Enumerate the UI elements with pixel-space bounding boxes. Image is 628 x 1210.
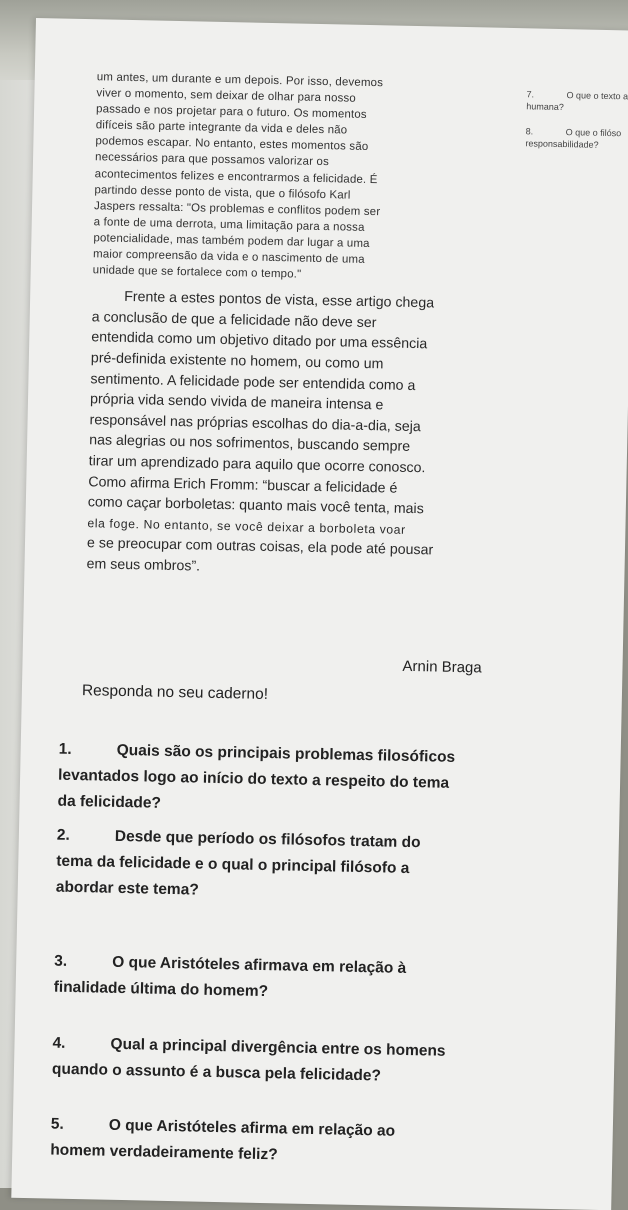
- question-text: homem verdadeiramente feliz?: [50, 1141, 278, 1164]
- question-text: finalidade última do homem?: [53, 978, 269, 1001]
- intro-line: um antes, um durante e um depois. Por isso, devemos: [96, 71, 384, 90]
- side-text: responsabilidade?: [525, 138, 599, 150]
- question-number: 1.: [58, 740, 72, 758]
- question-2: [56, 823, 528, 911]
- intro-line: acontecimentos felizes e encontrarmos a felicidade. É: [94, 167, 378, 186]
- conclusion-line: e se preocupar com outras coisas, ela pode até pousar: [86, 535, 434, 559]
- paper-sheet: [11, 18, 628, 1210]
- conclusion-line: sentimento. A felicidade pode ser entendida como a: [90, 370, 416, 394]
- side-question-8: [525, 125, 621, 151]
- side-number: 7.: [526, 89, 535, 100]
- passage-column: [86, 69, 496, 583]
- intro-line: unidade que se fortalece com o tempo.": [92, 264, 302, 281]
- instruction-text: Responda no seu caderno!: [81, 682, 269, 704]
- intro-line: viver o momento, sem deixar de olhar para nosso: [96, 87, 357, 105]
- intro-line: passado e nos projetar para o futuro. Os momentos: [95, 103, 367, 122]
- intro-line: potencialidade, mas também podem dar lugar a uma: [93, 232, 370, 250]
- question-number: 3.: [54, 952, 68, 970]
- question-text: Desde que período os filósofos tratam do: [114, 827, 421, 852]
- intro-line: Jaspers ressalta: "Os problemas e conflitos podem ser: [93, 200, 381, 219]
- question-number: 2.: [56, 826, 71, 844]
- question-text: O que Aristóteles afirmava em relação à: [112, 953, 407, 977]
- intro-line: a fonte de uma derrota, uma limitação para a nossa: [93, 216, 365, 234]
- conclusion-line: a conclusão de que a felicidade não deve ser: [91, 309, 377, 332]
- conclusion-line: própria vida sendo vivida de maneira intensa e: [89, 391, 384, 414]
- side-text: humana?: [526, 101, 564, 113]
- question-4: [52, 1031, 523, 1093]
- question-text: levantados logo ao início do texto a respeito do tema: [57, 766, 450, 792]
- conclusion-line: em seus ombros”.: [86, 556, 201, 575]
- question-3: [53, 949, 524, 1011]
- intro-line: difíceis são parte integrante da vida e deles não: [95, 119, 348, 137]
- question-text: quando o assunto é a busca pela felicidade?: [51, 1060, 382, 1085]
- intro-line: podemos escapar. No entanto, estes momentos são: [95, 135, 369, 154]
- intro-line: partindo desse ponto de vista, que o filósofo Karl: [94, 183, 351, 202]
- question-text: O que Aristóteles afirma em relação ao: [108, 1116, 396, 1140]
- intro-paragraph: [93, 69, 497, 287]
- question-1: [57, 737, 529, 825]
- conclusion-line: Frente a estes pontos de vista, esse artigo chega: [124, 289, 435, 312]
- side-line: [525, 137, 621, 151]
- side-text: O que o texto a: [566, 90, 628, 102]
- question-text: abordar este tema?: [55, 878, 199, 899]
- conclusion-line: como caçar borboletas: quanto mais você tenta, mais: [87, 494, 424, 518]
- intro-line: necessários para que possamos valorizar os: [94, 151, 330, 169]
- question-number: 4.: [52, 1034, 66, 1052]
- author-name: Arnin Braga: [402, 657, 482, 677]
- conclusion-line: responsável nas próprias escolhas do dia-a-dia, seja: [89, 411, 421, 435]
- question-5: [50, 1112, 521, 1174]
- conclusion-line: pré-definida existente no homem, ou como um: [90, 350, 384, 373]
- question-text: Quais são os principais problemas filosóficos: [116, 741, 456, 766]
- conclusion-line: Como afirma Erich Fromm: “buscar a felicidade é: [88, 473, 398, 497]
- conclusion-line: nas alegrias ou nos sofrimentos, buscando sempre: [88, 432, 411, 456]
- conclusion-line: entendida como um objetivo ditado por uma essência: [91, 329, 428, 353]
- side-line: [526, 100, 628, 114]
- question-number: 5.: [50, 1115, 64, 1133]
- intro-line: maior compreensão da vida e o nascimento de uma: [92, 248, 365, 266]
- conclusion-line: ela foge. No entanto, se você deixar a borboleta voar: [87, 515, 406, 537]
- question-text: Qual a principal divergência entre os homens: [110, 1035, 446, 1060]
- conclusion-line: tirar um aprendizado para aquilo que ocorre conosco.: [88, 453, 426, 477]
- conclusion-paragraph: [86, 286, 492, 583]
- side-text: O que o filóso: [565, 127, 622, 139]
- side-number: 8.: [525, 126, 534, 137]
- question-text: tema da felicidade e o qual o principal filósofo a: [56, 852, 410, 878]
- question-text: da felicidade?: [57, 792, 162, 812]
- side-question-7: [526, 88, 628, 114]
